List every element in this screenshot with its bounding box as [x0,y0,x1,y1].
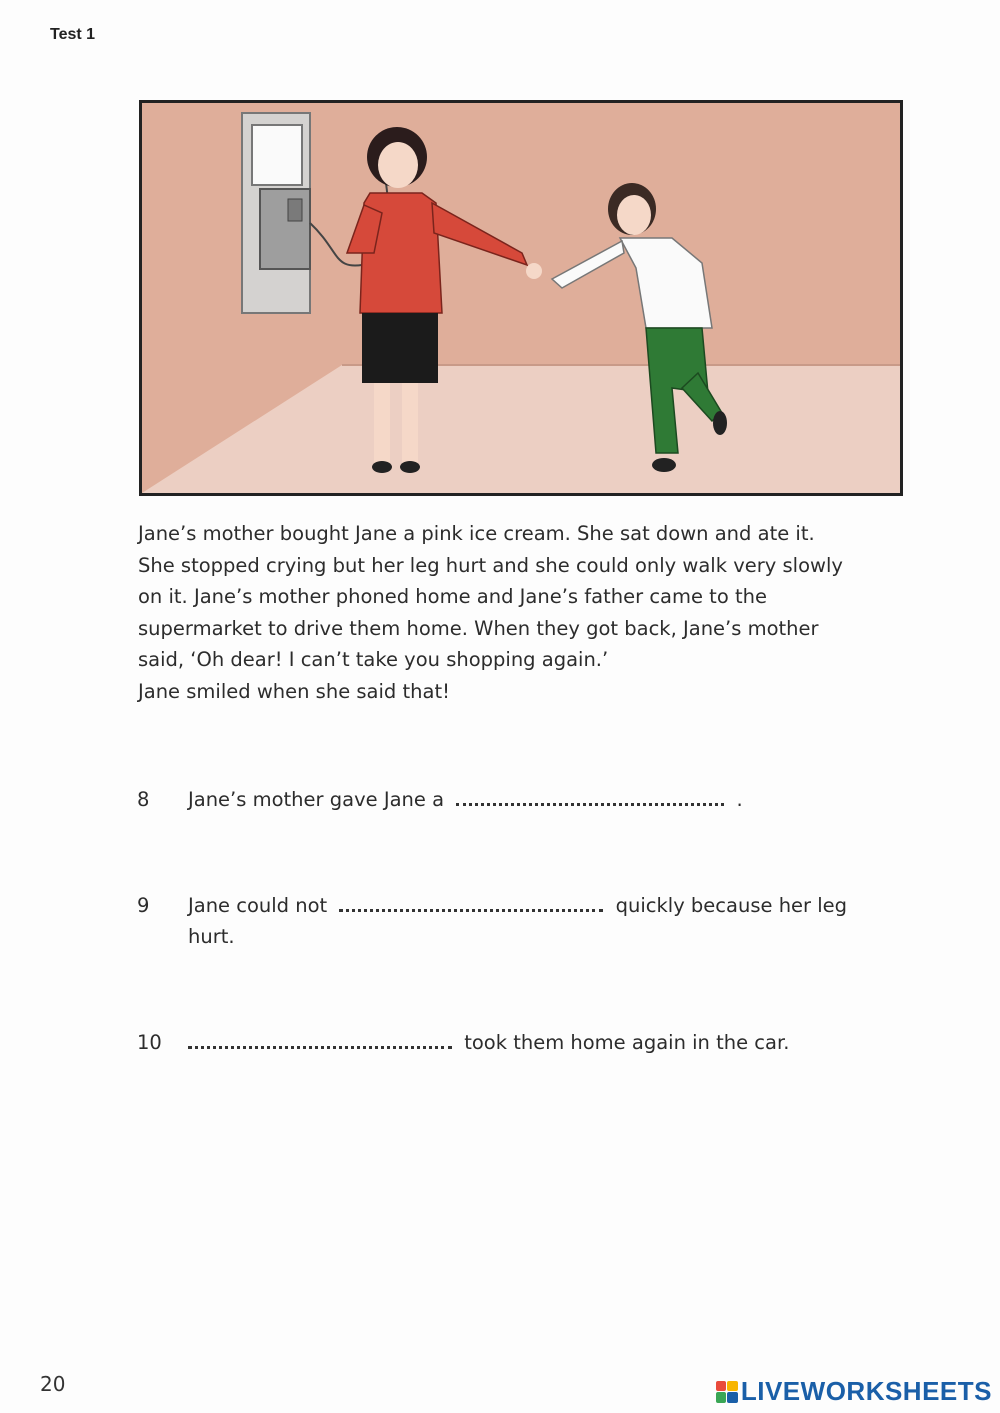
brand-name: LIVEWORKSHEETS [740,1376,992,1406]
story-illustration [139,100,903,496]
question-number: 9 [137,894,150,917]
illustration-svg [142,103,900,493]
answer-blank-9[interactable] [339,893,603,912]
question-text-continuation: hurt. [188,925,235,948]
question-9 [137,890,877,952]
story-line: on it. Jane’s mother phoned home and Jane’s father came to the [138,585,767,608]
liveworksheets-logo-icon [716,1381,738,1403]
story-line: said, ‘Oh dear! I can’t take you shopping again.’ [138,648,609,671]
story-line: Jane smiled when she said that! [138,679,450,703]
question-number: 10 [137,1031,162,1054]
question-8 [137,784,877,815]
question-text-end: took them home again in the car. [464,1031,790,1054]
brand-watermark [716,1376,992,1407]
question-10 [137,1027,877,1058]
story-line: Jane’s mother bought Jane a pink ice cream. She sat down and ate it. [138,522,815,545]
question-text: Jane could not [188,894,328,917]
page-number: 20 [40,1372,66,1396]
story-line: She stopped crying but her leg hurt and she could only walk very slowly [138,553,843,577]
question-text-end: . [736,788,743,811]
answer-blank-10[interactable] [188,1030,452,1049]
story-text [138,518,898,707]
story-line: supermarket to drive them home. When they got back, Jane’s mother [138,616,819,640]
phone-sign [252,125,302,185]
answer-blank-8[interactable] [456,787,724,806]
question-number: 8 [137,788,150,811]
question-text: Jane’s mother gave Jane a [188,788,445,811]
test-header: Test 1 [50,26,96,43]
question-text-end: quickly because her leg [615,894,848,917]
